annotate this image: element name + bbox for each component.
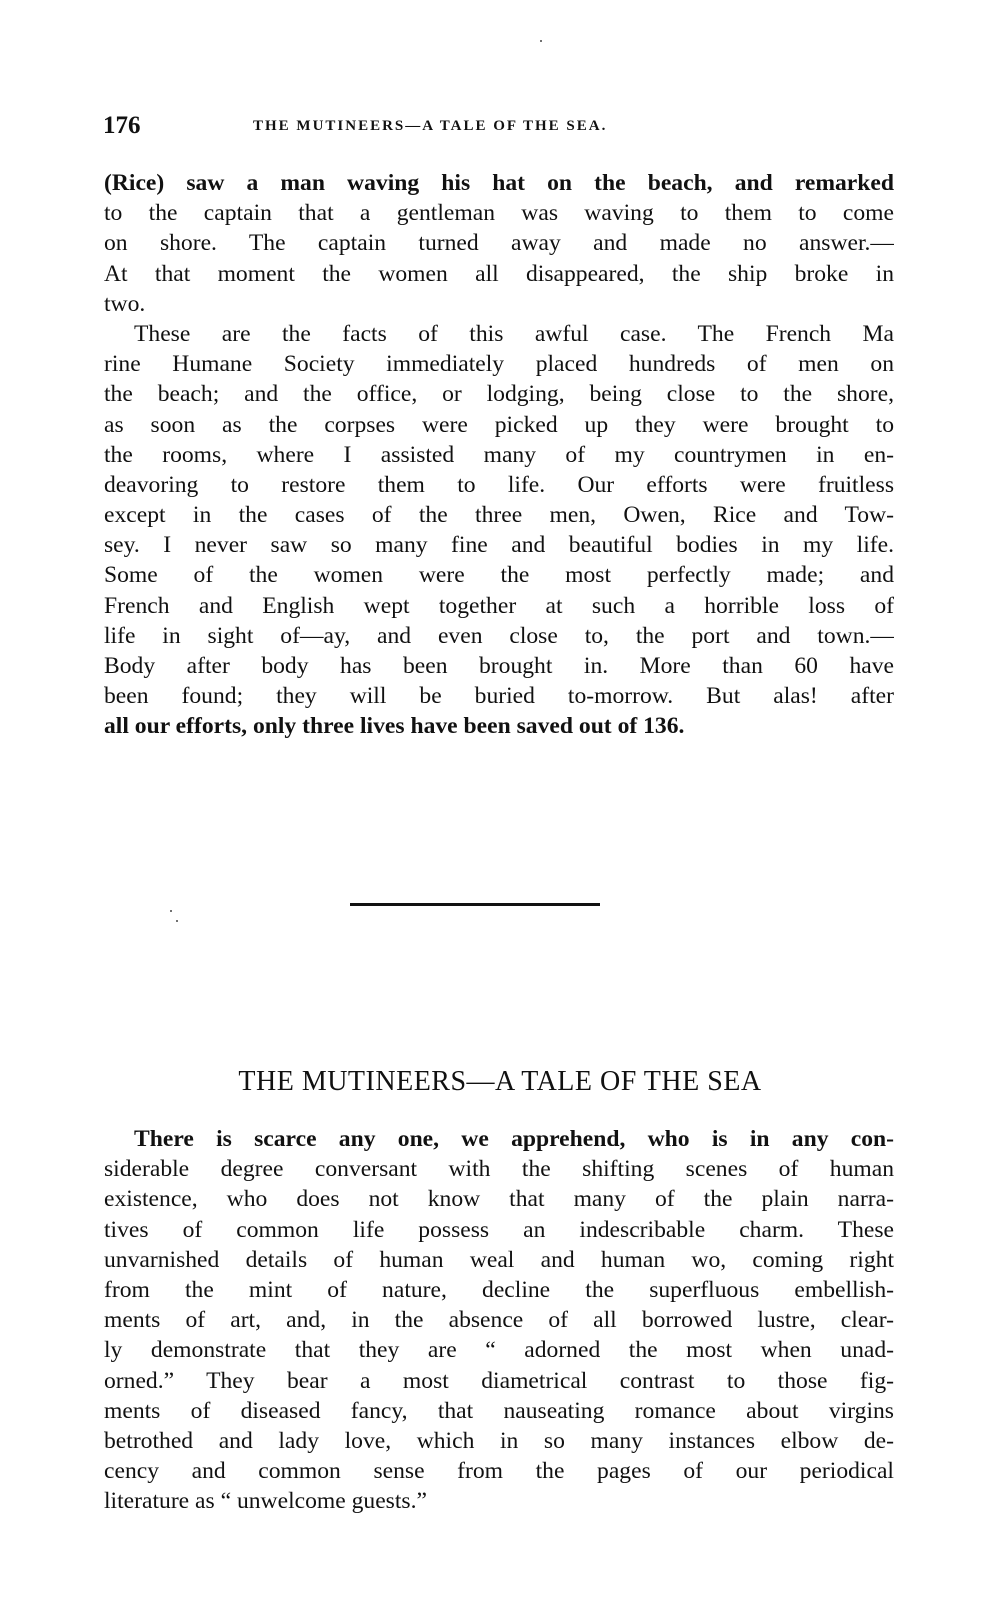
text-line: existence, who does not know that many of the plain narra- <box>104 1186 894 1213</box>
text-line: siderable degree conversant with the shifting scenes of human <box>104 1156 894 1183</box>
text-line: There is scarce any one, we apprehend, who is in any con- <box>134 1126 894 1152</box>
text-line: French and English wept together at such a horrible loss of <box>104 592 894 619</box>
text-line: ments of art, and, in the absence of all borrowed lustre, clear- <box>104 1307 894 1334</box>
text-line: from the mint of nature, decline the superfluous embellish- <box>104 1276 894 1303</box>
text-line: sey. I never saw so many fine and beautiful bodies in my life. <box>104 532 894 559</box>
text-line: cency and common sense from the pages of our periodical <box>104 1458 894 1485</box>
print-speck <box>540 40 542 42</box>
running-title: THE MUTINEERS—A TALE OF THE SEA. <box>253 118 608 134</box>
section-divider <box>350 903 600 906</box>
text-line: tives of common life possess an indescribable charm. These <box>104 1216 894 1243</box>
article-title: THE MUTINEERS—A TALE OF THE SEA <box>238 1066 762 1097</box>
text-line: been found; they will be buried to-morrow. But alas! after <box>104 683 894 710</box>
text-line: on shore. The captain turned away and made no answer.— <box>104 230 894 257</box>
text-line: except in the cases of the three men, Owen, Rice and Tow- <box>104 502 894 529</box>
running-head <box>103 112 803 142</box>
text-line: as soon as the corpses were picked up they were brought to <box>104 411 894 438</box>
article-body <box>104 1124 894 1516</box>
text-line: Body after body has been brought in. More than 60 have <box>104 653 894 679</box>
text-line: orned.” They bear a most diametrical contrast to those fig- <box>104 1367 894 1394</box>
continuation-text <box>104 168 894 742</box>
text-line: rine Humane Society immediately placed hundreds of men on <box>104 351 894 378</box>
text-line: the rooms, where I assisted many of my countrymen in en- <box>104 441 894 468</box>
print-speck <box>176 920 178 922</box>
text-line: life in sight of—ay, and even close to, the port and town.— <box>104 622 894 649</box>
text-line: These are the facts of this awful case. The French Ma <box>134 320 894 347</box>
text-line: two. <box>104 290 146 317</box>
page-number: 176 <box>103 112 141 139</box>
text-line: ly demonstrate that they are “ adorned the most when unad- <box>104 1337 894 1364</box>
text-line: to the captain that a gentleman was waving to them to come <box>104 200 894 227</box>
text-line: literature as “ unwelcome guests.” <box>104 1488 427 1515</box>
text-line: ments of diseased fancy, that nauseating romance about virgins <box>104 1397 894 1424</box>
text-line: all our efforts, only three lives have been saved out of 136. <box>104 713 685 740</box>
text-line: At that moment the women all disappeared, the ship broke in <box>104 260 894 287</box>
text-line: the beach; and the office, or lodging, being close to the shore, <box>104 381 894 408</box>
text-line: (Rice) saw a man waving his hat on the beach, and remarked <box>104 170 894 196</box>
text-line: betrothed and lady love, which in so many instances elbow de- <box>104 1427 894 1454</box>
text-line: unvarnished details of human weal and human wo, coming right <box>104 1246 894 1273</box>
text-line: deavoring to restore them to life. Our efforts were fruitless <box>104 471 894 498</box>
text-line: Some of the women were the most perfectly made; and <box>104 562 894 589</box>
print-speck <box>170 910 172 912</box>
